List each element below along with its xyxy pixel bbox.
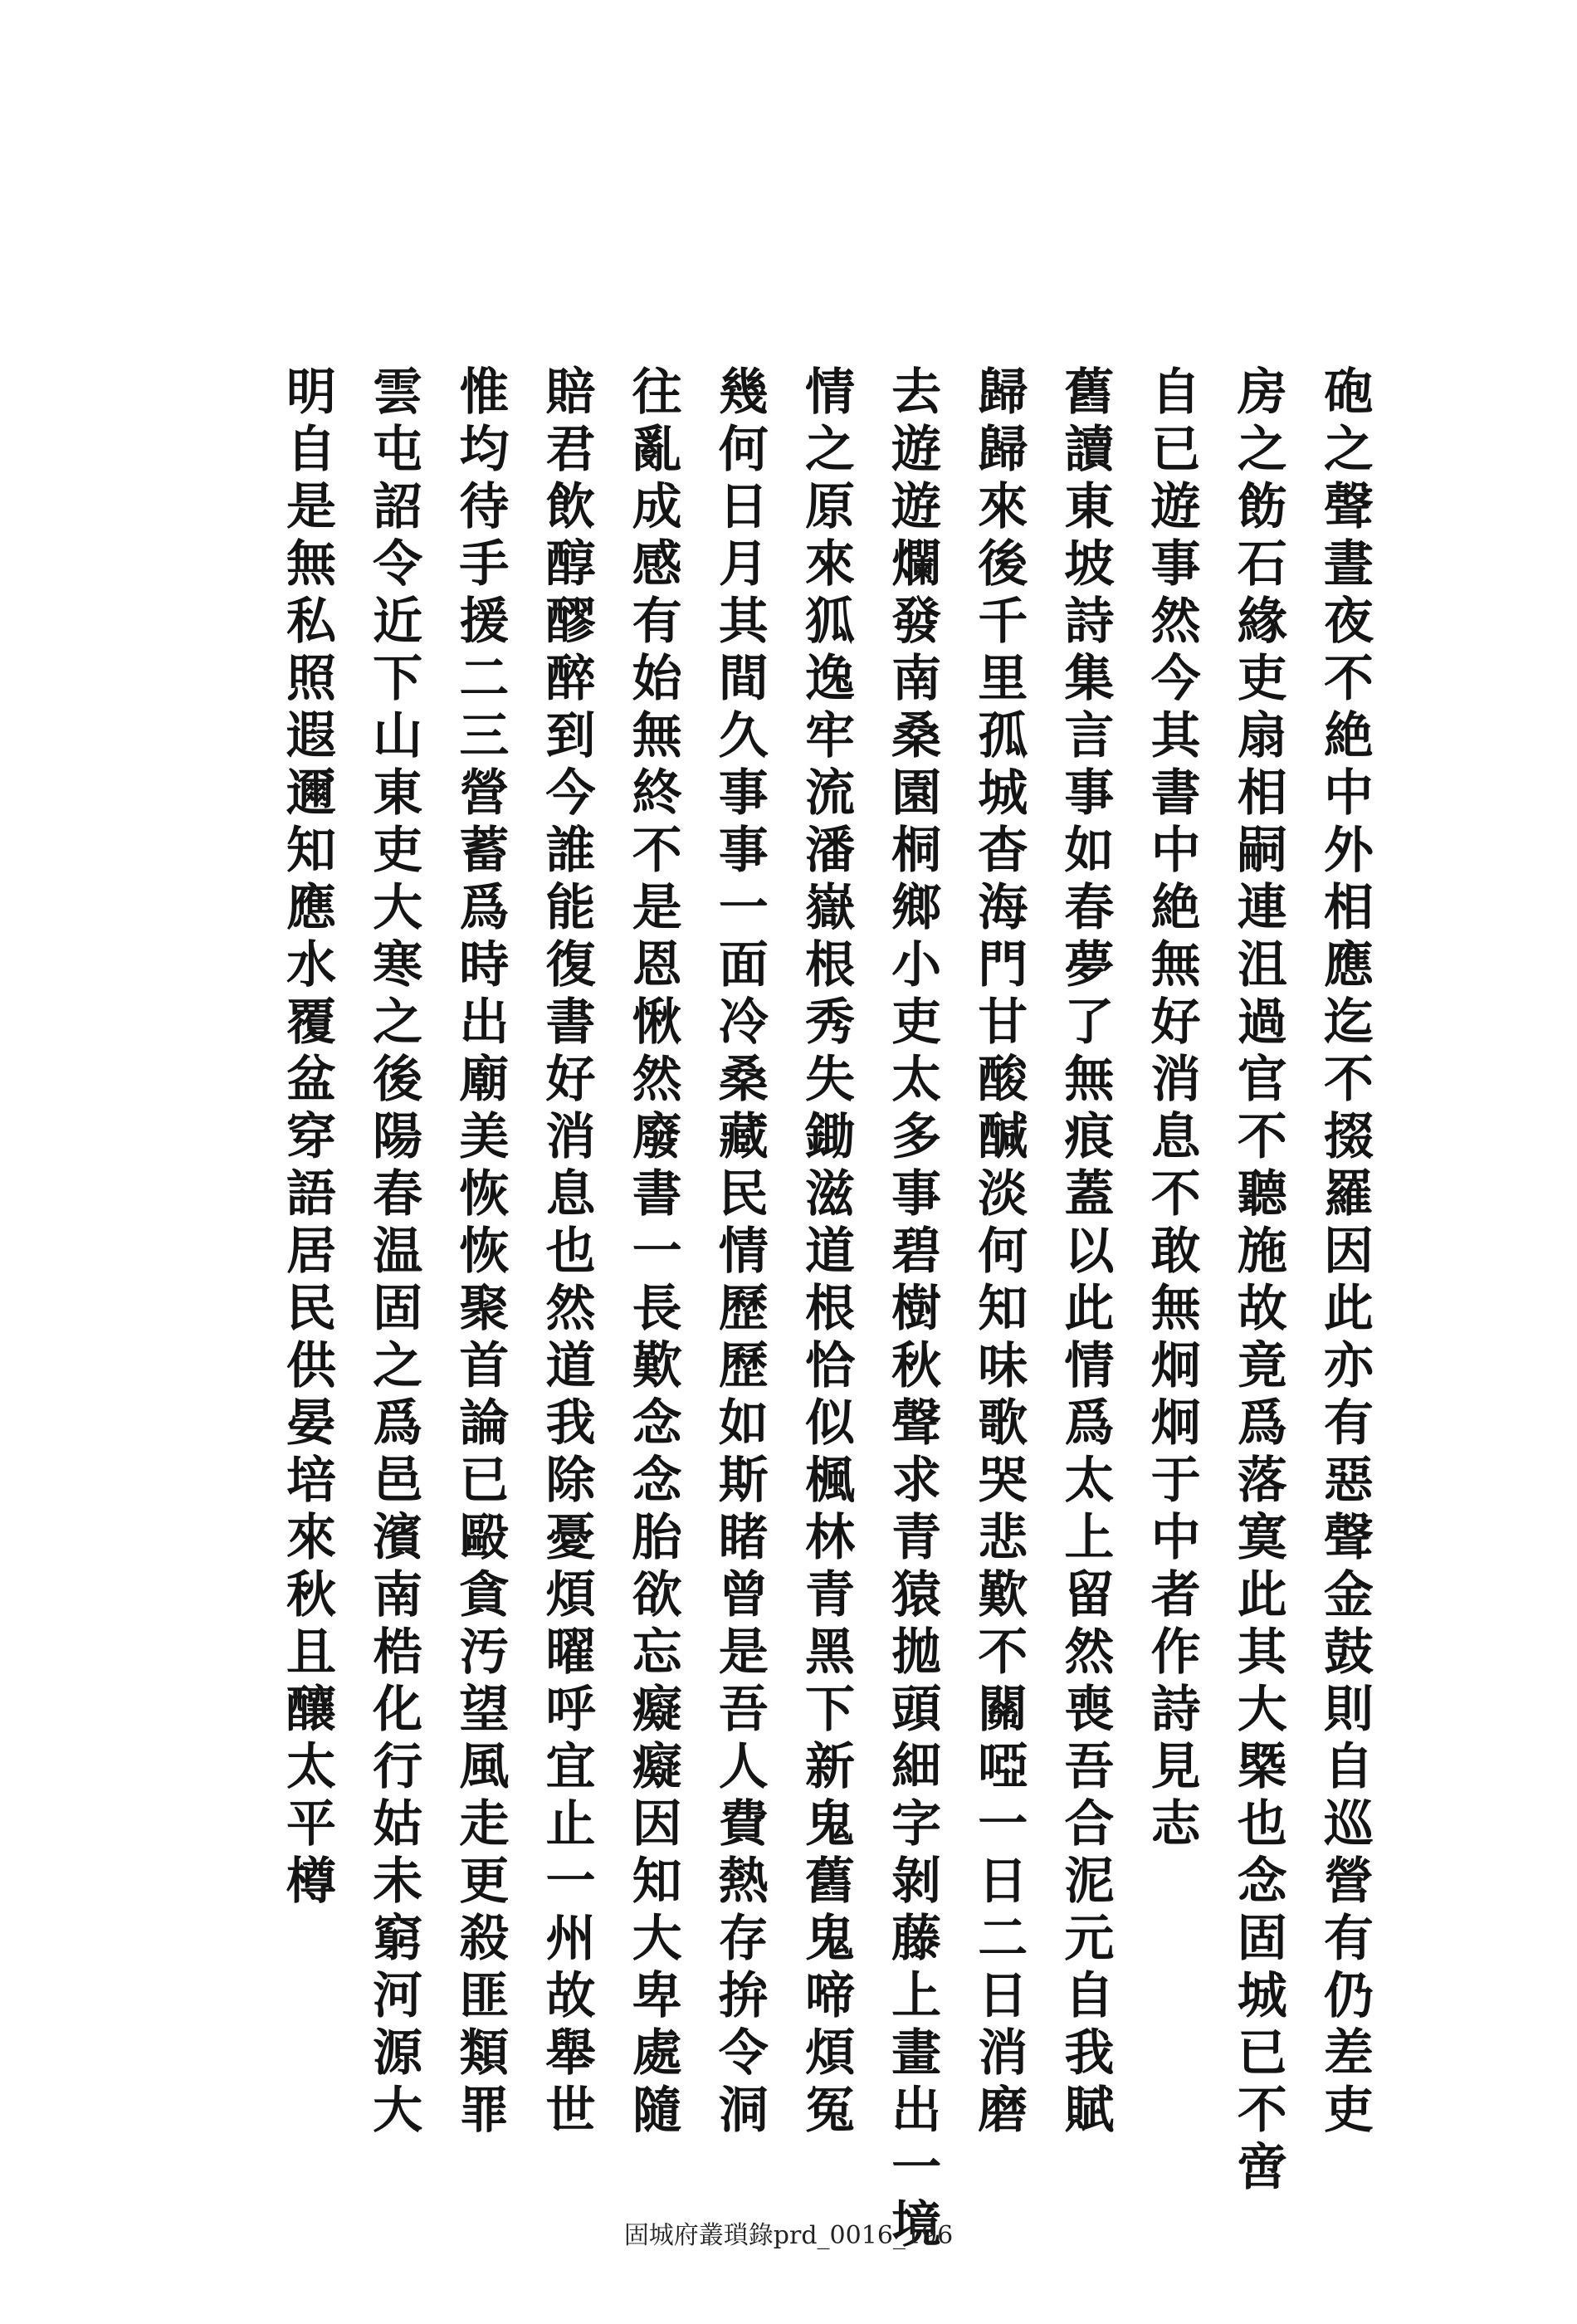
text-column-2: 房之飭石緣吏扇相嗣連沮過官不聽施故竟爲落寞此其大槩也念固城已不啻: [1228, 365, 1287, 2198]
text-column-1: 砲之聲晝夜不絶中外相應迄不掇羅因此亦有惡聲金鼓則自巡營有仍差吏: [1315, 365, 1374, 2141]
text-column-10: 賠君飲醇醪醉到今誰能復書好消息也然道我除憂煩曜呼宜止一州故舉世: [537, 365, 596, 2141]
text-column-7: 情之原來狐逸牢流潘嶽根秀失鋤滋道根恰似楓林青黑下新鬼舊鬼啼煩冤: [796, 365, 855, 2141]
text-column-8: 幾何日月其間久事事一面冷桑藏民情歷歷如斯睹曾是吾人費熱存拚令洞: [710, 365, 769, 2141]
text-column-12: 雲屯詔令近下山東吏大寒之後陽春温固之爲邑濱南梏化行姑未窮河源大: [364, 365, 423, 2141]
text-column-13: 明自是無私照遐邇知應水覆盆穿語居民供晏培來秋且釀太平樽: [278, 365, 336, 1911]
page-footer-caption: 固城府叢瑣錄prd_0016_196: [623, 2221, 954, 2250]
text-column-11: 惟均待手援二三營蓄爲時出廟美恢恢聚首論已毆貪汚望風走更殺匪類罪: [451, 365, 510, 2141]
text-column-5: 歸歸來後千里孤城杳海門甘酸醎淡何知味歌哭悲歎不關啞一日二日消磨: [969, 365, 1028, 2141]
text-column-3: 自已遊事然今其書中絶無好消息不敢無炯炯于中者作詩見志: [1142, 365, 1201, 1854]
text-column-6: 去遊遊爛發南桑園桐鄉小吏太多事碧樹秋聲求青猿拋頭細字剝藤上畫出一境: [883, 365, 942, 2255]
text-column-4: 舊讀東坡詩集言事如春夢了無痕蓋以此情爲太上留然喪吾合泥元自我賦: [1056, 365, 1115, 2141]
text-column-9: 往亂成感有始無終不是恩愀然廢書一長歎念念胎欲忘癡癡因知大卑處隨: [623, 365, 682, 2141]
